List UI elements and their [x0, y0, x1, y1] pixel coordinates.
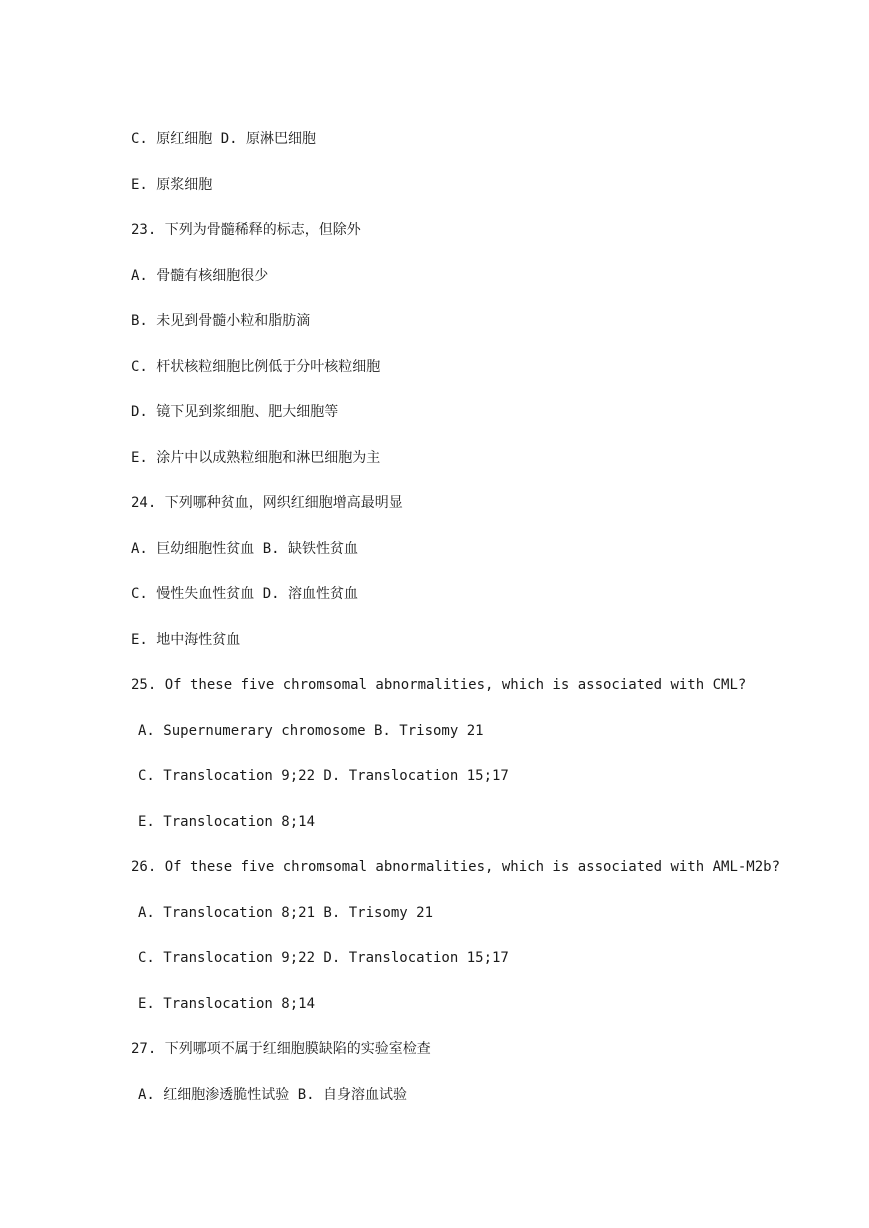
option-line-c-d-q22: C. 原红细胞 D. 原淋巴细胞 — [131, 131, 317, 147]
option-line-a-b-q27: A. 红细胞渗透脆性试验 B. 自身溶血试验 — [138, 1087, 408, 1103]
option-line-b-q23: B. 未见到骨髓小粒和脂肪滴 — [131, 313, 311, 329]
option-line-e-q23: E. 涂片中以成熟粒细胞和淋巴细胞为主 — [131, 450, 381, 466]
option-line-c-d-q26: C. Translocation 9;22 D. Translocation 15;17 — [138, 950, 509, 966]
option-line-a-q23: A. 骨髓有核细胞很少 — [131, 268, 269, 284]
question-27: 27. 下列哪项不属于红细胞膜缺陷的实验室检查 — [131, 1041, 431, 1057]
question-25: 25. Of these five chromsomal abnormalities, which is associated with CML? — [131, 677, 747, 693]
option-line-c-d-q24: C. 慢性失血性贫血 D. 溶血性贫血 — [131, 586, 359, 602]
option-line-e-q22: E. 原浆细胞 — [131, 177, 213, 193]
option-line-a-b-q25: A. Supernumerary chromosome B. Trisomy 21 — [138, 723, 484, 739]
option-line-e-q25: E. Translocation 8;14 — [138, 814, 316, 830]
option-line-d-q23: D. 镜下见到浆细胞、肥大细胞等 — [131, 404, 339, 420]
option-line-c-q23: C. 杆状核粒细胞比例低于分叶核粒细胞 — [131, 359, 381, 375]
question-26: 26. Of these five chromsomal abnormalities, which is associated with AML-M2b? — [131, 859, 781, 875]
option-line-a-b-q26: A. Translocation 8;21 B. Trisomy 21 — [138, 905, 434, 921]
option-line-e-q24: E. 地中海性贫血 — [131, 632, 241, 648]
question-23: 23. 下列为骨髓稀释的标志，但除外 — [131, 222, 361, 238]
option-line-e-q26: E. Translocation 8;14 — [138, 996, 316, 1012]
option-line-a-b-q24: A. 巨幼细胞性贫血 B. 缺铁性贫血 — [131, 541, 359, 557]
question-24: 24. 下列哪种贫血，网织红细胞增高最明显 — [131, 495, 403, 511]
option-line-c-d-q25: C. Translocation 9;22 D. Translocation 15;17 — [138, 768, 509, 784]
